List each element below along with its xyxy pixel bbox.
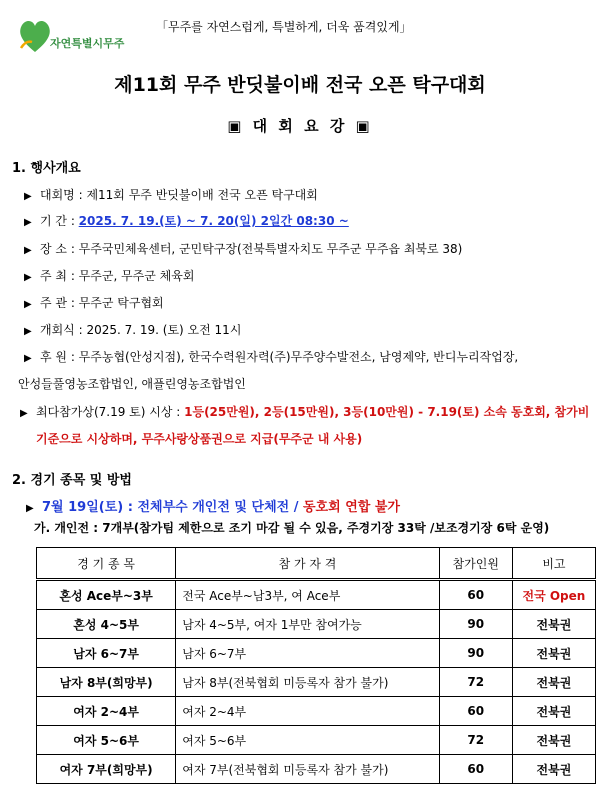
page-title: 제11회 무주 반딧불이배 전국 오픈 탁구대회 — [114, 74, 486, 96]
overview-venue: ▶ 장 소 : 무주국민체육센터, 군민탁구장(전북특별자치도 무주군 무주읍 최북로 38) — [24, 242, 463, 256]
triangle-icon: ▶ — [20, 408, 28, 419]
table-row: 여자 5~6부 여자 5~6부 72 전북권 — [37, 726, 596, 755]
section-overview-heading: 1. 행사개요 — [12, 161, 81, 176]
table-row: 혼성 4~5부 남자 4~5부, 여자 1부만 참여가능 90 전북권 — [37, 610, 596, 639]
overview-sponsor: ▶ 후 원 : 무주농협(안성지점), 한국수력원자력(주)무주양수발전소, 남영제약, 반디누리작업장, — [24, 350, 519, 364]
triangle-icon: ▶ — [24, 191, 32, 202]
header-count: 참가인원 — [439, 548, 512, 580]
logo — [10, 18, 140, 58]
overview-host: ▶ 주 최 : 무주군, 무주군 체육회 — [24, 269, 195, 283]
overview-period: ▶ 기 간 : 2025. 7. 19.(토) ~ 7. 20(일) 2일간 08:30 ~ — [24, 214, 349, 228]
subtitle: ▣ 대 회 요 강 ▣ — [227, 117, 373, 135]
table-row: 남자 8부(희망부) 남자 8부(전북협회 미등록자 참가 불가) 72 전북권 — [37, 668, 596, 697]
table-row: 남자 6~7부 남자 6~7부 90 전북권 — [37, 639, 596, 668]
header-qualification: 참 가 자 격 — [176, 548, 439, 580]
overview-sponsor-cont: 안성들풀영농조합법인, 애플린영농조합법인 — [18, 377, 246, 391]
overview-opening: ▶ 개회식 : 2025. 7. 19. (토) 오전 11시 — [24, 323, 242, 337]
triangle-icon: ▶ — [24, 326, 32, 337]
table-row: 여자 2~4부 여자 2~4부 60 전북권 — [37, 697, 596, 726]
triangle-icon: ▶ — [24, 299, 32, 310]
logo-text: 자연특별시무주 — [50, 37, 125, 50]
triangle-icon: ▶ — [24, 245, 32, 256]
overview-name: ▶ 대회명 : 제11회 무주 반딧불이배 전국 오픈 탁구대회 — [24, 188, 318, 202]
slogan: 「무주를 자연스럽게, 특별하게, 더욱 품격있게」 — [156, 20, 412, 34]
header-event: 경 기 종 목 — [37, 548, 176, 580]
triangle-icon: ▶ — [24, 353, 32, 364]
day1-line: ▶ 7월 19일(토) : 전체부수 개인전 및 단체전 / 동호회 연합 불가 — [26, 500, 400, 515]
individual-note: 가. 개인전 : 7개부(참가팀 제한으로 조기 마감 될 수 있음, 주경기장 33탁 /보조경기장 6탁 운영) — [34, 521, 550, 535]
overview-organizer: ▶ 주 관 : 무주군 탁구협회 — [24, 296, 164, 310]
section-events-heading: 2. 경기 종목 및 방법 — [12, 473, 132, 488]
heart-logo-icon — [18, 18, 52, 54]
triangle-icon: ▶ — [24, 272, 32, 283]
events-table — [36, 547, 596, 784]
table-row: 여자 7부(희망부) 여자 7부(전북협회 미등록자 참가 불가) 60 전북권 — [37, 755, 596, 784]
triangle-icon: ▶ — [26, 503, 34, 514]
table-header-row — [37, 548, 596, 580]
triangle-icon: ▶ — [24, 217, 32, 228]
header-note: 비고 — [512, 548, 595, 580]
table-row: 혼성 Ace부~3부 전국 Ace부~남3부, 여 Ace부 60 전국 Open — [37, 580, 596, 610]
overview-award-cont: 기준으로 시상하며, 무주사랑상품권으로 지급(무주군 내 사용) — [36, 432, 363, 446]
overview-award: ▶ 최다참가상(7.19 토) 시상 : 1등(25만원), 2등(15만원), 3등(10만원) - 7.19(토) 소속 동호회, 참가비 — [20, 405, 590, 419]
